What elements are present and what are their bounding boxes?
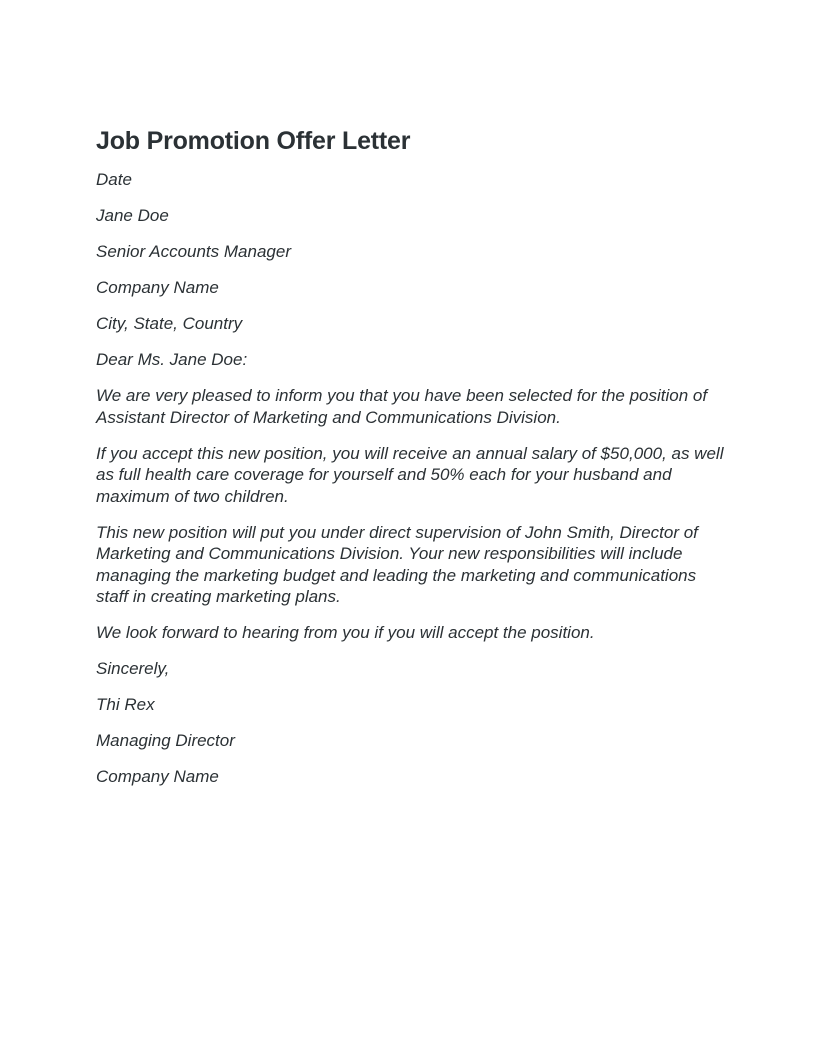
signer-title: Managing Director	[96, 731, 235, 750]
body-paragraph-2: If you accept this new position, you will receive an annual salary of $50,000, as well as full health care coverage for yourself and 50% each for your husband and maximum of two children.	[96, 443, 724, 506]
recipient-name: Jane Doe	[96, 206, 169, 225]
body-paragraph-3: This new position will put you under direct supervision of John Smith, Director of Marketing and Communications Division. Your new responsibilities will include managing the marketing budget and leading the marketing and communications staff in creating marketing plans.	[96, 522, 698, 606]
body-paragraph-1: We are very pleased to inform you that you have been selected for the position of Assistant Director of Marketing and Communications Division.	[96, 386, 708, 427]
letter-date: Date	[96, 170, 132, 189]
signer-company: Company Name	[96, 767, 219, 786]
signer-name: Thi Rex	[96, 695, 155, 714]
recipient-location: City, State, Country	[96, 314, 243, 333]
recipient-company: Company Name	[96, 278, 219, 297]
letter-page	[96, 122, 726, 802]
closing: Sincerely,	[96, 659, 170, 678]
salutation: Dear Ms. Jane Doe:	[96, 350, 248, 369]
letter-title: Job Promotion Offer Letter	[96, 127, 411, 155]
body-paragraph-4: We look forward to hearing from you if you will accept the position.	[96, 623, 595, 642]
recipient-title: Senior Accounts Manager	[96, 242, 291, 261]
